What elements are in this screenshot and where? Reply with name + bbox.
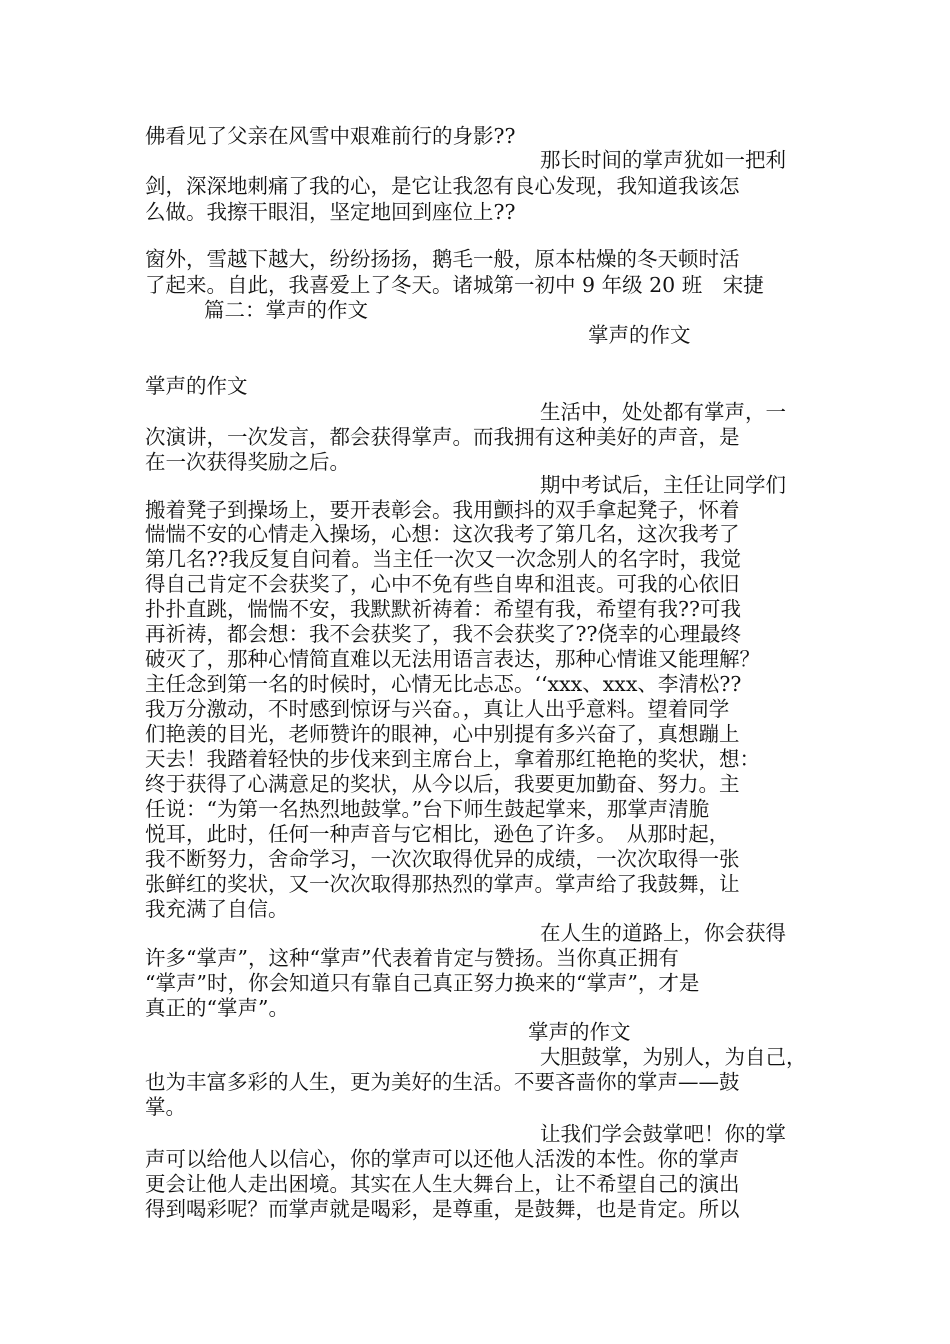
text-line: 搬着凳子到操场上，要开表彰会。我用颤抖的双手拿起凳子，怀着 — [145, 498, 740, 522]
article-title: 掌声的作文 — [145, 374, 248, 398]
text-line: 我充满了自信。 — [145, 897, 289, 921]
text-line: 更会让他人走出困境。其实在人生大舞台上，让不希望自己的演出 — [145, 1172, 740, 1196]
text-line: 次演讲，一次发言，都会获得掌声。而我拥有这种美好的声音，是 — [145, 425, 740, 449]
text-line: 么做。我擦干眼泪，坚定地回到座位上?? — [145, 200, 516, 224]
text-line: 我万分激动，不时感到惊讶与兴奋。，真让人出乎意料。望着同学 — [145, 697, 730, 721]
text-line: 破灭了，那种心情简直难以无法用语言表达，那种心情谁又能理解？ — [145, 647, 760, 671]
text-line: 们艳羡的目光，老师赞许的眼神，心中别提有多兴奋了，真想蹦上 — [145, 722, 740, 746]
text-line: 生活中，处处都有掌声，一 — [540, 400, 786, 424]
section-heading: 篇二：掌声的作文 — [204, 298, 368, 322]
text-line: 佛看见了父亲在风雪中艰难前行的身影?? — [145, 124, 516, 148]
text-line: 得到喝彩呢？而掌声就是喝彩，是尊重，是鼓舞，也是肯定。所以 — [145, 1197, 740, 1221]
text-line: 在一次获得奖励之后。 — [145, 450, 350, 474]
text-line: 终于获得了心满意足的奖状，从今以后，我要更加勤奋、努力。主 — [145, 772, 740, 796]
text-line: 声可以给他人以信心，你的掌声可以还他人活泼的本性。你的掌声 — [145, 1147, 740, 1171]
text-line: 再祈祷，都会想：我不会获奖了，我不会获奖了??侥幸的心理最终 — [145, 622, 741, 646]
text-line: 得自己肯定不会获奖了，心中不免有些自卑和沮丧。可我的心依旧 — [145, 572, 740, 596]
text-line: 在人生的道路上，你会获得 — [540, 921, 786, 945]
text-line: 窗外，雪越下越大，纷纷扬扬，鹅毛一般，原本枯燥的冬天顿时活 — [145, 247, 740, 271]
article-title: 掌声的作文 — [528, 1020, 631, 1044]
text-line: 也为丰富多彩的人生，更为美好的生活。不要吝啬你的掌声——鼓 — [145, 1070, 740, 1094]
text-line: 大胆鼓掌，为别人，为自己， — [540, 1045, 807, 1069]
text-line: 悦耳，此时，任何一种声音与它相比，逊色了许多。 从那时起， — [145, 822, 730, 846]
article-title: 掌声的作文 — [588, 323, 691, 347]
text-line: 天去！我踏着轻快的步伐来到主席台上，拿着那红艳艳的奖状，想： — [145, 747, 760, 771]
text-line: 了起来。自此，我喜爱上了冬天。诸城第一初中 9 年级 20 班 宋捷 — [145, 273, 764, 297]
text-line: 期中考试后，主任让同学们 — [540, 473, 786, 497]
text-line: 扑扑直跳，惴惴不安，我默默祈祷着：希望有我，希望有我??可我 — [145, 597, 741, 621]
text-line: 许多“掌声”，这种“掌声”代表着肯定与赞扬。当你真正拥有 — [145, 946, 679, 970]
text-line: 那长时间的掌声犹如一把利 — [540, 148, 786, 172]
text-line: 让我们学会鼓掌吧！你的掌 — [540, 1122, 786, 1146]
text-line: 真正的“掌声”。 — [145, 996, 289, 1020]
text-line: 张鲜红的奖状，又一次次取得那热烈的掌声。掌声给了我鼓舞，让 — [145, 872, 740, 896]
text-line: 惴惴不安的心情走入操场，心想：这次我考了第几名，这次我考了 — [145, 522, 740, 546]
text-line: “掌声”时，你会知道只有靠自己真正努力换来的“掌声”，才是 — [145, 971, 700, 995]
text-line: 第几名??我反复自问着。当主任一次又一次念别人的名字时，我觉 — [145, 547, 741, 571]
text-line: 我不断努力，舍命学习，一次次取得优异的成绩，一次次取得一张 — [145, 847, 740, 871]
text-line: 剑，深深地刺痛了我的心，是它让我忽有良心发现，我知道我该怎 — [145, 174, 740, 198]
text-line: 任说：“为第一名热烈地鼓掌。”台下师生鼓起掌来，那掌声清脆 — [145, 797, 710, 821]
text-line: 主任念到第一名的时候时，心情无比忐忑。‘‘xxx、xxx、李清松?? — [145, 672, 742, 696]
text-line: 掌。 — [145, 1095, 186, 1119]
